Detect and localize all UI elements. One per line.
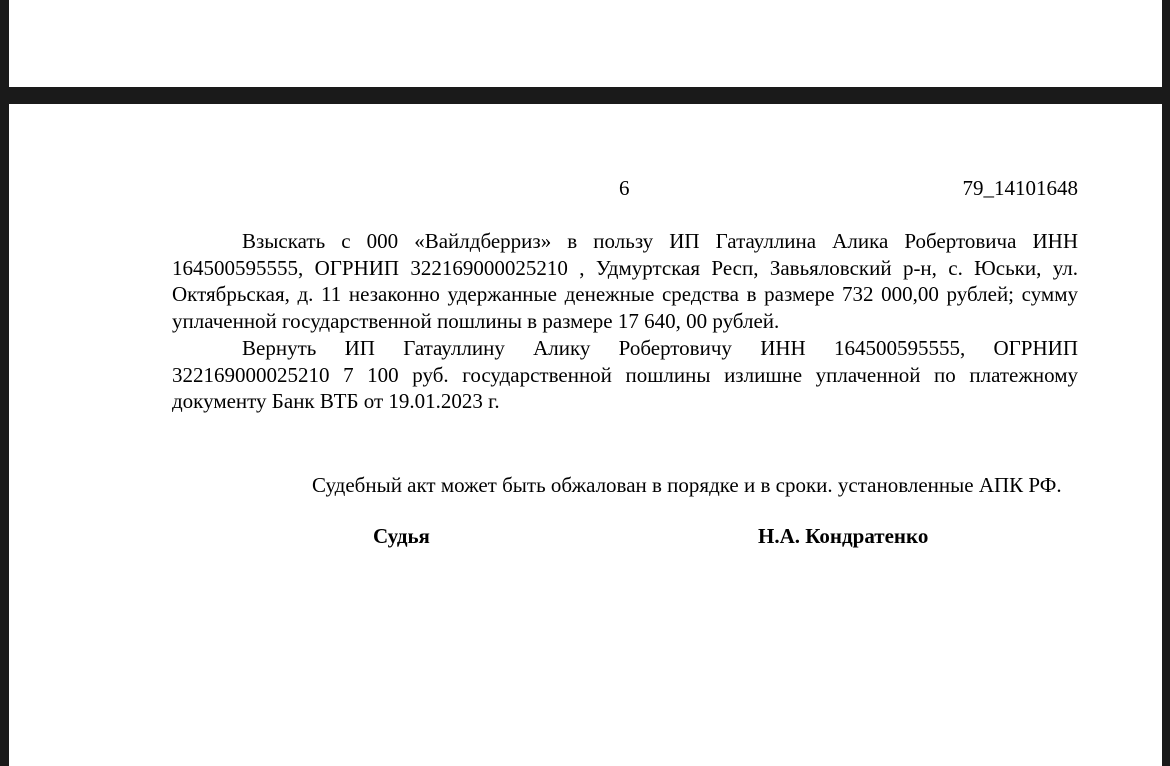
signature-role: Судья (373, 524, 430, 548)
page-number: 6 (619, 176, 630, 200)
previous-page (9, 0, 1162, 87)
document-page (9, 104, 1162, 766)
ruling-block (172, 228, 1078, 415)
paragraph-recover: Взыскать с 000 «Вайлдберриз» в пользу ИП Гатауллина Алика Робертовича ИНН 164500595555, ОГРНИП 322169000025210 , Удмуртская Респ, Завьяловский р-н, с. Юськи, ул. Октябрьская, д. 11 незаконно удержанные денежные средства в размере 732 000,00 рублей; сумму уплаченной государственной пошлины в размере 17 640, 00 рублей. (172, 229, 1078, 334)
document-id: 79_14101648 (962, 176, 1078, 200)
paragraph-appeal: Судебный акт может быть обжалован в порядке и в сроки. установленные АПК РФ. (312, 473, 1062, 497)
signature-name: Н.А. Кондратенко (758, 524, 929, 548)
paragraph-refund: Вернуть ИП Гатауллину Алику Робертовичу ИНН 164500595555, ОГРНИП 322169000025210 7 100 руб. государственной пошлины излишне уплаченной по платежному документу Банк ВТБ от 19.01.2023 г. (172, 335, 1078, 414)
appeal-block (172, 472, 1078, 499)
